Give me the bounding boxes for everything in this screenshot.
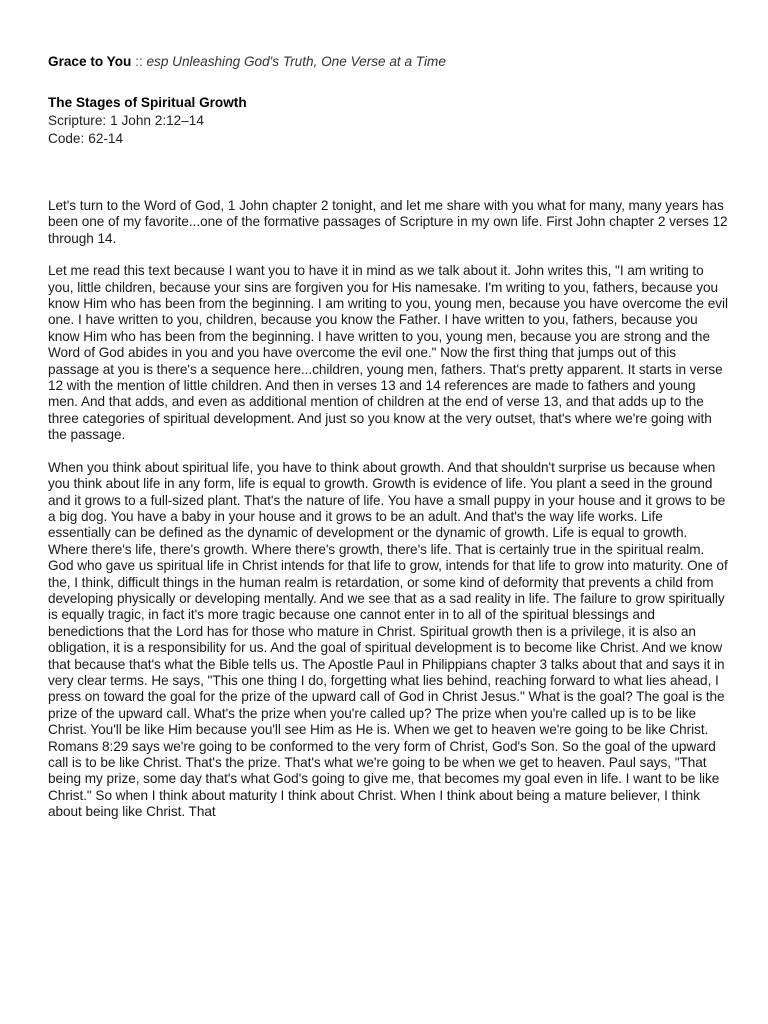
sermon-body — [48, 198, 728, 821]
site-header — [48, 52, 728, 72]
document-page — [48, 52, 728, 837]
sermon-title: The Stages of Spiritual Growth — [48, 95, 247, 110]
body-paragraph-3: When you think about spiritual life, you have to think about growth. And that shouldn't surprise us because when you think about life in any form, life is equal to growth. Growth is evidence of life. You plant a seed in the ground and it grows to a full-sized plant. That's the nature of life. You have a small puppy in your house and it grows to be a big dog. You have a baby in your house and it grows to be an adult. And that's the way life works. Life essentially can be defined as the dynamic of development or the dynamic of growth. Life is equal to growth. Where there's life, there's growth. Where there's growth, there's life. That is certainly true in the spiritual realm. God who gave us spiritual life in Christ intends for that life to grow, intends for that life to grow into maturity. One of the, I think, difficult things in the human realm is retardation, or some kind of deformity that prevents a child from developing physically or developing mentally. And we see that as a sad reality in life. The failure to grow spiritually is equally tragic, in fact it's more tragic because one cannot enter in to all of the spiritual blessings and benedictions that the Lord has for those who mature in Christ. Spiritual growth then is a privilege, it is also an obligation, it is a responsibility for us. And the goal of spiritual development is to become like Christ. And we know that because that's what the Bible tells us. The Apostle Paul in Philippians chapter 3 talks about that and says it in very clear terms. He says, "This one thing I do, forgetting what lies behind, reaching forward to what lies ahead, I press on toward the goal for the prize of the upward call of God in Christ Jesus." What is the goal? The goal is the prize of the upward call. What's the prize when you're called up? The prize when you're called up is to be like Christ. You'll be like Him because you'll see Him as He is. When we get to heaven we're going to be like Christ. Romans 8:29 says we're going to be conformed to the very form of Christ, God's Son. So the goal of the upward call is to be like Christ. That's the prize. That's what we're going to be when we get to heaven. Paul says, "That being my prize, some day that's what God's going to give me, that becomes my goal even in life. I want to be like Christ." So when I think about maturity I think about Christ. When I think about being a mature believer, I think about being like Christ. That — [48, 459, 728, 820]
scripture-line — [48, 112, 728, 130]
code-line — [48, 130, 728, 148]
scripture-label: Scripture: — [48, 113, 107, 128]
scripture-value: 1 John 2:12–14 — [110, 113, 204, 128]
header-separator: :: — [135, 54, 143, 69]
brand-name: Grace to You — [48, 54, 132, 69]
code-value: 62-14 — [88, 131, 124, 146]
site-tagline: esp Unleashing God's Truth, One Verse at a Time — [146, 54, 446, 69]
body-paragraph-1: Let's turn to the Word of God, 1 John chapter 2 tonight, and let me share with you what for many, many years has been one of my favorite...one of the formative passages of Scripture in my own life. First John chapter 2 verses 12 through 14. — [48, 198, 728, 246]
sermon-info — [48, 94, 728, 148]
code-label: Code: — [48, 131, 85, 146]
body-paragraph-2: Let me read this text because I want you to have it in mind as we talk about it. John writes this, "I am writing to you, little children, because your sins are forgiven you for His namesake. I'm writing to you, fathers, because you know Him who has been from the beginning. I am writing to you, young men, because you have overcome the evil one. I have written to you, children, because you know the Father. I have written to you, fathers, because you know Him who has been from the beginning. I have written to you, young men, because you are strong and the Word of God abides in you and you have overcome the evil one." Now the first thing that jumps out of this passage at you is there's a sequence here...children, young men, fathers. That's pretty apparent. It starts in verse 12 with the mention of little children. And then in verses 13 and 14 references are made to fathers and young men. And that adds, and even as additional mention of children at the end of verse 13, and that adds up to the three categories of spiritual development. And just so you know at the very outset, that's where we're going with the passage. — [48, 263, 728, 443]
